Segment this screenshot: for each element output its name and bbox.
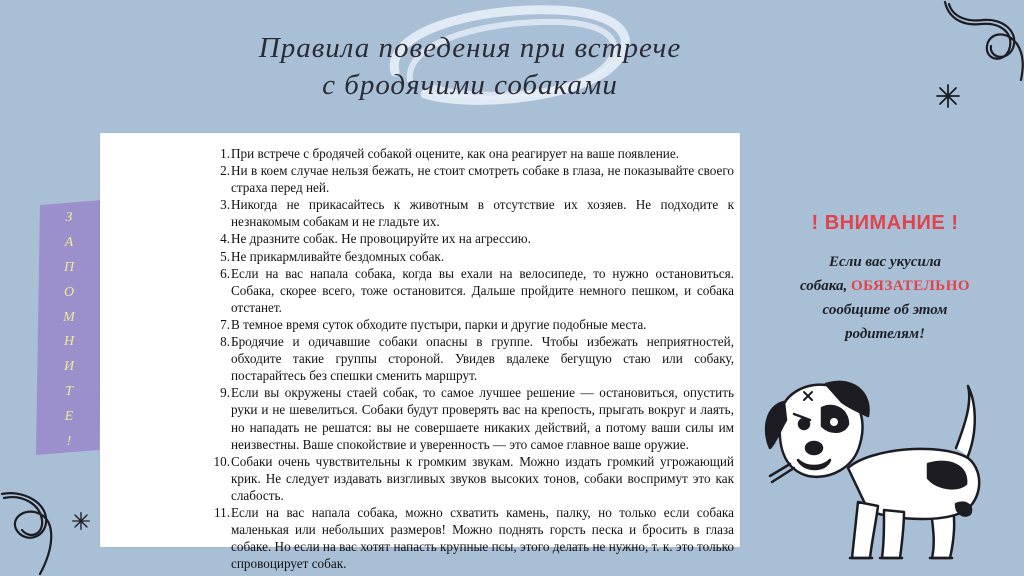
warning-title: ! ВНИМАНИЕ ! xyxy=(811,212,959,234)
rule-text: Если вы окружены стаей собак, то самое лучшее решение — остановиться, опустить руки и не шевелиться. Собаки будут проверять вас на крепость, прыгать вокруг и лаять, но нападать не решатся: вы не совершаете никаких действий, а потому ваши силы им неизвестны. Ваше спокойствие и уверенность — это самое главное ваше оружие. xyxy=(231,385,734,452)
rule-item xyxy=(206,504,734,572)
rule-text: Не дразните собак. Не провоцируйте их на агрессию. xyxy=(231,231,531,247)
rule-number: 5. xyxy=(220,248,230,264)
page-title xyxy=(170,30,770,104)
remember-letter: ! xyxy=(66,433,72,449)
angry-dog-illustration xyxy=(760,372,1000,572)
rule-item xyxy=(206,333,734,384)
remember-letter: З xyxy=(65,210,73,225)
rule-number: 3. xyxy=(220,197,230,213)
rule-text: Никогда не прикасайтесь к животным в отсутствие их хозяев. Не подходите к незнакомым собакам и не гладьте их. xyxy=(231,197,734,230)
sparkle-icon-small xyxy=(72,512,90,530)
rule-number: 1. xyxy=(220,146,230,161)
rule-number: 11. xyxy=(214,504,230,520)
rule-text: При встрече с бродячей собакой оцените, как она реагирует на ваше появление. xyxy=(231,146,679,161)
rule-number: 6. xyxy=(220,265,230,281)
rule-text: Не прикармливайте бездомных собак. xyxy=(231,248,445,264)
title-line-2: с бродячими собаками xyxy=(322,69,618,101)
warning-line xyxy=(775,274,995,298)
remember-label xyxy=(36,210,102,450)
rules-list xyxy=(206,145,734,572)
rule-item xyxy=(206,265,734,316)
remember-letter: А xyxy=(64,234,74,250)
remember-letter: П xyxy=(63,259,75,275)
remember-letter: О xyxy=(63,284,75,300)
rule-item xyxy=(206,162,734,196)
remember-letter: Т xyxy=(65,384,73,400)
rule-item xyxy=(206,230,734,247)
rule-text: Бродячие и одичавшие собаки опасны в группе. Чтобы избежать неприятностей, обходите такие группы стороной. Увидев вдалеке бегущую стаю или собаку, постарайтесь без спешки сменить маршрут. xyxy=(231,334,734,384)
rule-number: 4. xyxy=(220,231,230,247)
warning-line: родителям! xyxy=(845,326,925,342)
scribble-decoration-top-right xyxy=(935,0,1024,90)
rule-item xyxy=(206,145,734,162)
sparkle-icon xyxy=(936,84,960,108)
warning-emphasis: ОБЯЗАТЕЛЬНО xyxy=(850,278,971,294)
warning-line: Если вас укусила xyxy=(828,254,942,270)
rule-number: 9. xyxy=(220,385,230,401)
rule-text: В темное время суток обходите пустыри, парки и другие подобные места. xyxy=(231,316,647,332)
warning-message xyxy=(775,250,995,346)
rule-text: Ни в коем случае нельзя бежать, не стоит смотреть собаке в глаза, не показывайте своего страха перед ней. xyxy=(231,163,734,196)
rule-text: Собаки очень чувствительны к громким звукам. Можно издать громкий угрожающий крик. Не следует издавать визгливых звуков высоких тонов, собаки воспримут это как слабость. xyxy=(231,453,734,503)
rule-number: 7. xyxy=(220,316,230,332)
rule-text: Если на вас напала собака, когда вы ехали на велосипеде, то нужно остановиться. Собака, скорее всего, тоже остановится. Дальше пройдите немного пешком, и собака отстанет. xyxy=(231,265,734,315)
warning-line-prefix: собака, xyxy=(799,278,848,294)
rule-item xyxy=(206,196,734,230)
rule-number: 2. xyxy=(220,163,230,179)
rule-item xyxy=(206,248,734,265)
remember-letter: М xyxy=(63,309,75,325)
remember-letter: Н xyxy=(63,334,75,350)
rule-text: Если на вас напала собака, можно схватить камень, палку, но только если собака маленькая или небольших размеров! Можно поднять горсть песка и бросить в глаза собаке. Но если на вас хотят напасть крупные псы, этого делать не нужно, т. к. это только спровоцирует собак. xyxy=(231,504,734,572)
rule-number: 10. xyxy=(213,453,230,469)
rule-number: 8. xyxy=(220,334,230,350)
rule-item xyxy=(206,316,734,333)
remember-letter: Е xyxy=(64,409,74,424)
rule-item xyxy=(206,453,734,504)
warning-line: сообщите об этом xyxy=(822,302,948,318)
remember-letter: И xyxy=(63,359,75,375)
scribble-decoration-bottom-left xyxy=(0,488,60,576)
rule-item xyxy=(206,384,734,452)
title-line-1: Правила поведения при встрече xyxy=(258,32,682,64)
rules-card xyxy=(100,133,740,572)
